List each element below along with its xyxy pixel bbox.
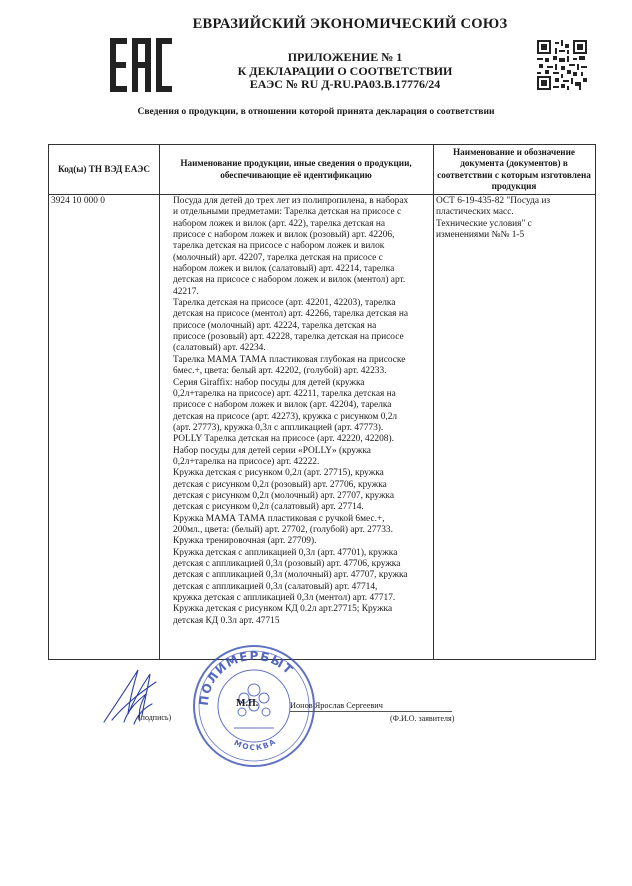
header-code: Код(ы) ТН ВЭД ЕАЭС: [58, 163, 150, 174]
text-line: детская с аппликацией 0,3л (розовый) арт. 47706, кружка: [173, 559, 401, 569]
text-line: Кружка детская с аппликацией 0,3л (арт. 47701), кружка: [173, 547, 398, 558]
text-line: Тарелка детская на присосе (арт. 42201, 42203), тарелка: [173, 298, 396, 309]
text-line: 0,2л+тарелка на присосе) арт. 42211, тарелка детская на: [173, 388, 396, 399]
header-divider: [49, 194, 595, 195]
tn-ved-code: 3924 10 000 0: [51, 196, 105, 206]
text-line: детская на присосе с набором ложек и вилок (ментол) арт.: [173, 275, 406, 286]
text-line: кружка детская с аппликацией 0,3л (ментол) арт. 47717.: [173, 593, 396, 604]
signature-label: (подпись): [138, 713, 172, 722]
stamp-ring-text: ПОЛИМЕРБЫТ: [196, 648, 297, 707]
standard-document: [435, 196, 595, 241]
text-line: присосе с набором ложек и вилок (розовый) арт. 42206,: [173, 230, 395, 241]
text-line: присосе с набором ложек и вилок (арт. 42204), тарелка: [173, 400, 392, 411]
text-line: 42217.: [173, 286, 199, 297]
text-line: и отдельными предметами: Тарелка детская на присосе с: [173, 207, 402, 218]
text-line: 0,2л+тарелка на присосе) арт. 42222.: [173, 456, 320, 467]
eac-logo: [108, 36, 174, 94]
text-line: Технические условия" с: [436, 218, 532, 229]
text-line: ОСТ 6-19-435-82 "Посуда из: [436, 196, 551, 206]
text-line: 200мл., цвета: (белый) арт. 27702, (голубой) арт. 27733.: [173, 524, 393, 535]
text-line: детская на присосе (ментол) арт. 42266, тарелка детская на: [173, 309, 409, 320]
text-line: детская с аппликацией 0,3л (салатовый) арт. 47714,: [173, 581, 378, 592]
text-line: детская на присосе (арт. 42273), кружка с рисунком 0,2л: [173, 411, 398, 422]
text-line: присосе (розовый) арт. 42228, тарелка детская на присосе: [173, 332, 404, 343]
applicant-name: Ионов Ярослав Сергеевич: [290, 701, 383, 710]
qr-code-icon: [537, 40, 587, 90]
text-line: Серия Giraffix: набор посуды для детей (кружка: [173, 377, 365, 388]
appendix-header: [200, 51, 490, 92]
text-line: POLLY Тарелка детская на присосе (арт. 42220, 42208).: [173, 434, 394, 445]
text-line: 6мес.+, цвета: белый арт. 42202, (голубой) арт. 42233.: [173, 366, 387, 377]
text-line: Кружка МАМА ТАМА пластиковая с ручкой 6мес.+,: [173, 513, 385, 524]
stamp-bottom-text: МОСКВА: [232, 736, 279, 753]
text-line: присосе (молочный) арт. 42224, тарелка детская на: [173, 320, 377, 331]
text-line: детская с рисунком 0,2л (салатовый) арт. 27714.: [173, 502, 364, 513]
stamp-label: М.П.: [236, 698, 259, 709]
text-line: Кружка тренировочная (арт. 27709).: [173, 536, 317, 547]
text-line: Кружка детская с рисунком КД 0.2л арт.27715; Кружка: [173, 604, 393, 615]
text-line: пластических масс.: [436, 207, 514, 218]
text-line: Тарелка МАМА ТАМА пластиковая глубокая на присоске: [173, 354, 406, 365]
organization-title: ЕВРАЗИЙСКИЙ ЭКОНОМИЧЕСКИЙ СОЮЗ: [192, 16, 508, 32]
product-table: [48, 144, 596, 660]
text-line: набором ложек и вилок (салатовый) арт. 42214, тарелка: [173, 264, 395, 275]
text-line: Посуда для детей до трех лет из полипропилена, в наборах: [173, 196, 409, 206]
text-line: (арт. 27773), кружка 0,3л с аппликацией (арт. 47773).: [173, 422, 384, 433]
text-line: изменениями №№ 1-5: [436, 230, 525, 241]
header-standard: Наименование и обозначение документа (документов) в соответствии с которым изготовлена продукция: [437, 146, 591, 191]
text-line: (молочный) арт. 42207, тарелка детская на присосе с: [173, 252, 383, 263]
text-line: Набор посуды для детей серии «POLLY» (кружка: [173, 445, 371, 456]
text-line: детская с рисунком 0,2л (розовый) арт. 27706, кружка: [173, 479, 387, 490]
column-divider: [159, 145, 160, 659]
text-line: набором ложек и вилок (арт. 422), тарелка детская на: [173, 218, 386, 229]
header-product: Наименование продукции, иные сведения о продукции, обеспечивающие её идентификацию: [180, 158, 412, 180]
appendix-title: ПРИЛОЖЕНИЕ № 1: [287, 50, 403, 64]
product-description: [173, 196, 469, 627]
text-line: детская с аппликацией 0,3л (молочный) арт. 47707, кружка: [173, 570, 408, 581]
info-line: Сведения о продукции, в отношении которой принята декларация о соответствии: [137, 106, 495, 117]
text-line: Кружка детская с рисунком 0,2л (арт. 27715), кружка: [173, 468, 384, 479]
declaration-number: ЕАЭС № RU Д-RU.PA03.B.17776/24: [249, 77, 441, 91]
text-line: детская КД 0.3л арт. 47715: [173, 615, 280, 626]
applicant-underline: [290, 711, 452, 712]
text-line: детская с рисунком 0,2л (молочный) арт. 27707, кружка: [173, 490, 395, 501]
declaration-reference: К ДЕКЛАРАЦИИ О СООТВЕТСТВИИ: [237, 63, 453, 78]
applicant-caption: (Ф.И.О. заявителя): [390, 714, 455, 723]
text-line: тарелка детская на присосе с набором ложек и вилок: [173, 241, 385, 252]
text-line: (салатовый) арт. 42234.: [173, 343, 266, 354]
